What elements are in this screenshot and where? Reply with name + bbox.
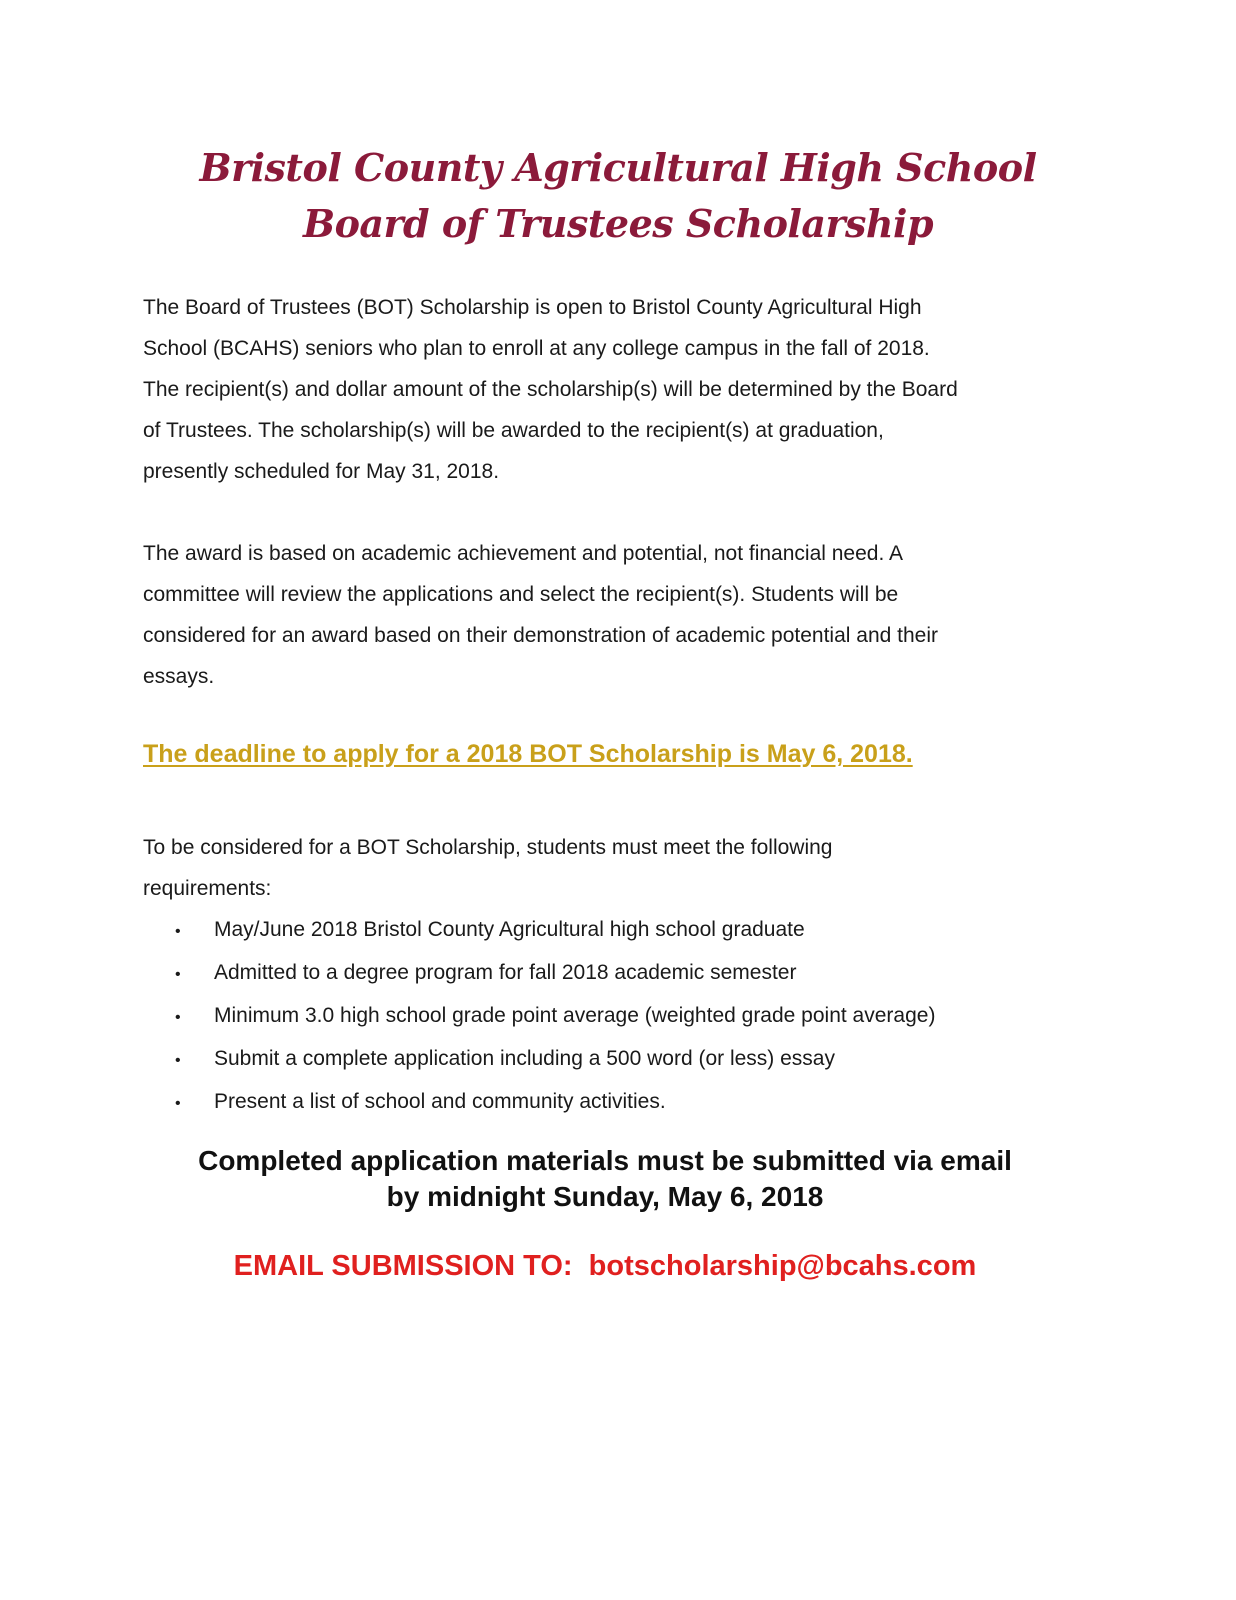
paragraph-line: requirements: (143, 877, 272, 900)
paragraph-line: presently scheduled for May 31, 2018. (143, 460, 500, 483)
title-line-scholarship: Board of Trustees Scholarship (302, 201, 934, 246)
paragraph-line: To be considered for a BOT Scholarship, students must meet the following (143, 836, 833, 859)
paragraph-line: committee will review the applications and select the recipient(s). Students will be (143, 583, 899, 606)
title-line-school: Bristol County Agricultural High School (199, 145, 1037, 190)
paragraph-line: The Board of Trustees (BOT) Scholarship is open to Bristol County Agricultural High (143, 296, 922, 319)
bullet-icon: • (175, 1009, 181, 1026)
paragraph-line: The award is based on academic achievement and potential, not financial need. A (143, 542, 903, 565)
email-submission-line: EMAIL SUBMISSION TO: botscholarship@bcahs.com (233, 1250, 977, 1282)
requirement-text: Submit a complete application including a 500 word (or less) essay (214, 1047, 835, 1070)
requirement-text: Present a list of school and community activities. (214, 1090, 666, 1113)
paragraph-line: School (BCAHS) seniors who plan to enroll at any college campus in the fall of 2018. (143, 337, 930, 360)
requirement-text: Admitted to a degree program for fall 2018 academic semester (214, 961, 797, 984)
list-item (175, 1081, 935, 1124)
requirements-intro (143, 827, 1073, 909)
paragraph-line: The recipient(s) and dollar amount of the scholarship(s) will be determined by the Board (143, 378, 958, 401)
bullet-icon: • (175, 1095, 181, 1112)
list-item (175, 995, 935, 1038)
list-item (175, 909, 935, 952)
submission-line: Completed application materials must be submitted via email (198, 1145, 1012, 1176)
award-basis-paragraph (143, 533, 1073, 697)
bullet-icon: • (175, 1052, 181, 1069)
deadline-notice: The deadline to apply for a 2018 BOT Scholarship is May 6, 2018. (143, 740, 913, 768)
requirements-list (175, 909, 935, 1124)
document-title (0, 140, 1236, 252)
bullet-icon: • (175, 966, 181, 983)
paragraph-line: of Trustees. The scholarship(s) will be awarded to the recipient(s) at graduation, (143, 419, 884, 442)
bullet-icon: • (175, 923, 181, 940)
paragraph-line: considered for an award based on their demonstration of academic potential and their (143, 624, 938, 647)
list-item (175, 952, 935, 995)
requirement-text: Minimum 3.0 high school grade point average (weighted grade point average) (214, 1004, 936, 1027)
intro-paragraph (143, 287, 1073, 492)
submission-instructions (0, 1143, 1210, 1215)
submission-line: by midnight Sunday, May 6, 2018 (386, 1181, 824, 1212)
paragraph-line: essays. (143, 665, 215, 688)
list-item (175, 1038, 935, 1081)
requirement-text: May/June 2018 Bristol County Agricultural high school graduate (214, 918, 805, 941)
